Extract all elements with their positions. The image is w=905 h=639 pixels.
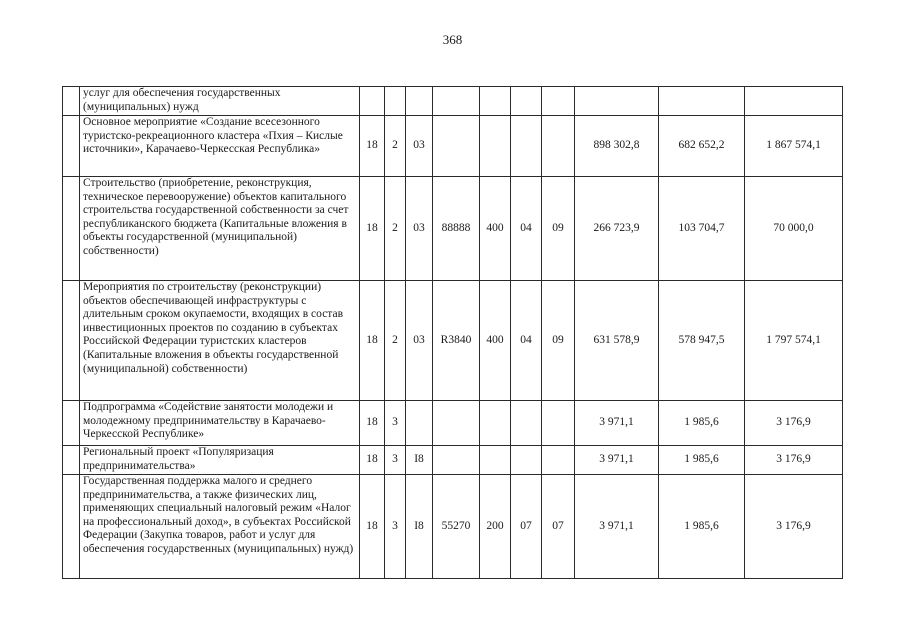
expense-type-cell: 400 [480,281,511,401]
table-row [63,281,843,401]
section-cell [511,446,542,475]
amount-year-3-cell [745,87,843,116]
amount-year-3-cell: 1 797 574,1 [745,281,843,401]
row-name-cell: Региональный проект «Популяризация предпринимательства» [80,446,360,475]
amount-year-1-cell: 3 971,1 [575,475,659,579]
program-code-cell: 18 [360,401,385,446]
amount-year-1-cell: 3 971,1 [575,401,659,446]
row-number-cell [63,281,80,401]
section-cell: 04 [511,177,542,281]
expense-type-cell [480,116,511,177]
amount-year-2-cell [659,87,745,116]
amount-year-1-cell: 266 723,9 [575,177,659,281]
direction-code-cell [433,401,480,446]
row-number-cell [63,116,80,177]
program-code-cell: 18 [360,281,385,401]
budget-table [62,86,843,579]
section-cell [511,87,542,116]
amount-year-1-cell: 631 578,9 [575,281,659,401]
subprogram-code-cell: 2 [385,177,406,281]
row-name-cell: Основное мероприятие «Создание всесезонного туристско-рекреационного кластера «Пхия – Кислые источники», Карачаево-Черкесская Республика» [80,116,360,177]
direction-code-cell [433,87,480,116]
section-cell: 04 [511,281,542,401]
activity-code-cell: I8 [406,475,433,579]
activity-code-cell [406,87,433,116]
program-code-cell: 18 [360,116,385,177]
table-row [63,446,843,475]
program-code-cell: 18 [360,475,385,579]
subsection-cell: 07 [542,475,575,579]
subprogram-code-cell: 2 [385,116,406,177]
direction-code-cell: R3840 [433,281,480,401]
subprogram-code-cell: 3 [385,401,406,446]
page-number: 368 [442,32,463,47]
subsection-cell: 09 [542,177,575,281]
section-cell [511,401,542,446]
amount-year-3-cell: 3 176,9 [745,475,843,579]
row-number-cell [63,475,80,579]
amount-year-2-cell: 1 985,6 [659,401,745,446]
activity-code-cell: 03 [406,116,433,177]
section-cell [511,116,542,177]
subsection-cell [542,116,575,177]
subsection-cell [542,87,575,116]
expense-type-cell [480,87,511,116]
row-name-cell: Строительство (приобретение, реконструкция, техническое перевооружение) объектов капитального строительства государственной собственности за счет республиканского бюджета (Капитальные вложения в объекты государственной (муниципальной) собственности) [80,177,360,281]
amount-year-2-cell: 1 985,6 [659,446,745,475]
amount-year-2-cell: 1 985,6 [659,475,745,579]
amount-year-3-cell: 1 867 574,1 [745,116,843,177]
table-row [63,87,843,116]
row-name-cell: Государственная поддержка малого и среднего предпринимательства, а также физических лиц, применяющих специальный налоговый режим «Налог на профессиональный доход», в субъектах Российской Федерации (Закупка товаров, работ и услуг для обеспечения государственных (муниципальных) нужд) [80,475,360,579]
amount-year-1-cell: 3 971,1 [575,446,659,475]
activity-code-cell: I8 [406,446,433,475]
row-number-cell [63,446,80,475]
table-row [63,116,843,177]
row-number-cell [63,177,80,281]
row-name-cell: Подпрограмма «Содействие занятости молодежи и молодежному предпринимательству в Карачаево-Черкесской Республике» [80,401,360,446]
program-code-cell: 18 [360,177,385,281]
amount-year-2-cell: 682 652,2 [659,116,745,177]
direction-code-cell: 55270 [433,475,480,579]
amount-year-3-cell: 3 176,9 [745,446,843,475]
row-number-cell [63,401,80,446]
expense-type-cell [480,446,511,475]
activity-code-cell: 03 [406,177,433,281]
amount-year-2-cell: 103 704,7 [659,177,745,281]
direction-code-cell: 88888 [433,177,480,281]
table-row [63,401,843,446]
direction-code-cell [433,116,480,177]
activity-code-cell [406,401,433,446]
row-name-cell: Мероприятия по строительству (реконструкции) объектов обеспечивающей инфраструктуры с длительным сроком окупаемости, входящих в состав инвестиционных проектов по созданию в субъектах Российской Федерации туристских кластеров (Капитальные вложения в объекты государственной (муниципальной) собственности) [80,281,360,401]
section-cell: 07 [511,475,542,579]
amount-year-3-cell: 70 000,0 [745,177,843,281]
expense-type-cell: 200 [480,475,511,579]
subsection-cell [542,401,575,446]
table-body [63,87,843,579]
subsection-cell: 09 [542,281,575,401]
row-number-cell [63,87,80,116]
table-row [63,475,843,579]
amount-year-2-cell: 578 947,5 [659,281,745,401]
program-code-cell [360,87,385,116]
subprogram-code-cell: 3 [385,475,406,579]
activity-code-cell: 03 [406,281,433,401]
row-name-cell: услуг для обеспечения государственных (муниципальных) нужд [80,87,360,116]
expense-type-cell: 400 [480,177,511,281]
program-code-cell: 18 [360,446,385,475]
subsection-cell [542,446,575,475]
table-row [63,177,843,281]
direction-code-cell [433,446,480,475]
amount-year-3-cell: 3 176,9 [745,401,843,446]
amount-year-1-cell: 898 302,8 [575,116,659,177]
expense-type-cell [480,401,511,446]
subprogram-code-cell [385,87,406,116]
subprogram-code-cell: 2 [385,281,406,401]
amount-year-1-cell [575,87,659,116]
subprogram-code-cell: 3 [385,446,406,475]
